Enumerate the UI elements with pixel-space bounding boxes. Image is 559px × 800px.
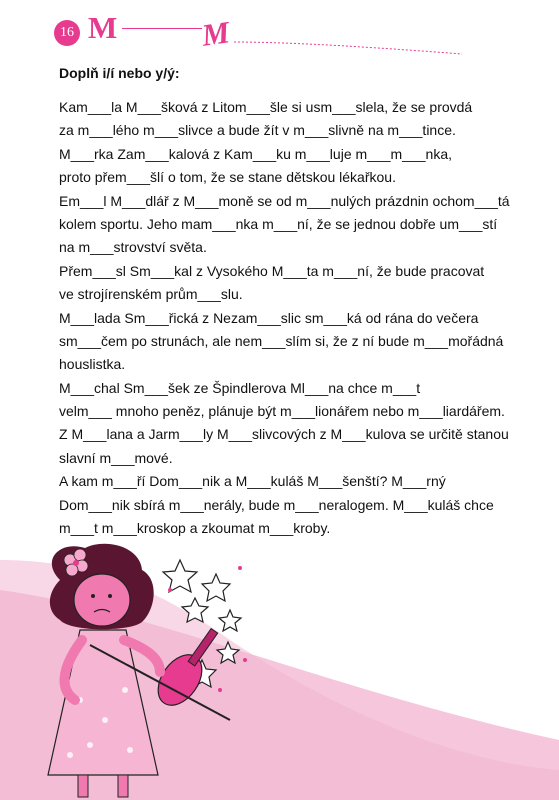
- exercise-line: ve strojírenském prům___slu.: [59, 286, 243, 303]
- exercise-line: na m___strovství světa.: [59, 239, 207, 256]
- exercise-instruction: Doplň i/í nebo y/ý:: [59, 65, 180, 81]
- exercise-line: kolem sportu. Jeho mam___nka m___ní, že se jednou dobře um___stí: [59, 215, 498, 232]
- page-number: 16: [54, 20, 80, 46]
- exercise-line: Em___l M___dlář z M___moně se od m___nulých prázdnin ochom___tá: [59, 192, 510, 209]
- header-letter-italic: M: [199, 14, 232, 53]
- exercise-line: Dom___nik sbírá m___nerály, bude m___neralogem. M___kuláš chce: [59, 496, 494, 513]
- exercise-text: [59, 96, 529, 540]
- exercise-line: sm___čem po strunách, ale nem___slím si, že z ní bude m___mořádná: [59, 332, 504, 349]
- exercise-line: m___t m___kroskop a zkoumat m___kroby.: [59, 520, 331, 537]
- star-icon: [217, 642, 239, 663]
- exercise-line: M___rka Zam___kalová z Kam___ku m___luje m___m___nka,: [59, 145, 452, 162]
- exercise-line: M___lada Sm___řická z Nezam___slic sm___ká od rána do večera: [59, 309, 479, 326]
- exercise-line: M___chal Sm___šek ze Špindlerova Ml___na chce m___t: [59, 379, 421, 396]
- header-rule: [122, 28, 202, 29]
- star-icon: [163, 560, 197, 592]
- header-letter-upright: M: [88, 10, 118, 45]
- exercise-line: houslistka.: [59, 356, 126, 373]
- star-icon: [202, 574, 230, 601]
- exercise-line: proto přem___šlí o tom, že se stane dětskou lékařkou.: [59, 169, 396, 186]
- exercise-line: velm___ mnoho peněz, plánuje být m___lionářem nebo m___liardářem.: [59, 403, 505, 420]
- exercise-line: slavní m___mové.: [59, 449, 173, 466]
- violin-girl-illustration: [30, 540, 260, 800]
- exercise-line: za m___lého m___slivce a bude žít v m___slivně na m___tince.: [59, 122, 456, 139]
- star-icon: [182, 598, 208, 622]
- exercise-line: A kam m___ří Dom___nik a M___kuláš M___šenští? M___rný: [59, 473, 446, 490]
- exercise-line: Kam___la M___šková z Litom___šle si usm___slela, že se provdá: [59, 99, 473, 115]
- star-icon: [219, 610, 241, 631]
- page-header: [0, 0, 559, 70]
- exercise-line: Přem___sl Sm___kal z Vysokého M___ta m___ní, že bude pracovat: [59, 262, 485, 279]
- header-swoosh: [234, 38, 464, 58]
- exercise-line: Z M___lana a Jarm___ly M___slivcových z M___kulova se určitě stanou: [59, 426, 509, 443]
